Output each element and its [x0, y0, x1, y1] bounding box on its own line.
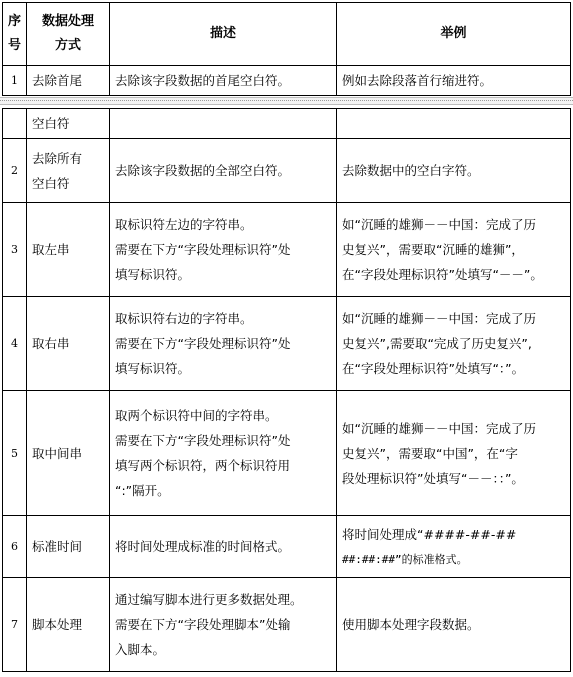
row-number: 7 — [3, 578, 27, 672]
table-row — [3, 109, 571, 139]
table-row — [3, 578, 571, 672]
row-description: 取两个标识符中间的字符串。 需要在下方“字段处理标识符”处 填写两个标识符，两个标识符用 “:”隔开。 — [110, 391, 337, 516]
table-row — [3, 139, 571, 203]
row-method: 取左串 — [27, 203, 110, 297]
row-number: 6 — [3, 516, 27, 578]
row-number: 2 — [3, 139, 27, 203]
data-processing-table-page1 — [2, 2, 571, 96]
row-description: 取标识符右边的字符串。 需要在下方“字段处理标识符”处 填写标识符。 — [110, 297, 337, 391]
row-method: 标准时间 — [27, 516, 110, 578]
row-method: 空白符 — [27, 109, 110, 139]
row-example: 例如去除段落首行缩进符。 — [337, 66, 571, 96]
row-method: 去除首尾 — [27, 66, 110, 96]
header-example: 举例 — [337, 3, 571, 66]
row-description: 将时间处理成标准的时间格式。 — [110, 516, 337, 578]
row-description: 去除该字段数据的首尾空白符。 — [110, 66, 337, 96]
table-row — [3, 297, 571, 391]
table-row — [3, 516, 571, 578]
header-seq: 序 号 — [3, 3, 27, 66]
table-row — [3, 203, 571, 297]
table-row — [3, 66, 571, 96]
row-example: 将时间处理成“####-##-## ##:##:##”的标准格式。 — [337, 516, 571, 578]
page-break-line — [0, 100, 573, 101]
page-break — [0, 97, 573, 105]
row-description: 通过编写脚本进行更多数据处理。 需要在下方“字段处理脚本”处输 入脚本。 — [110, 578, 337, 672]
row-example: 如“沉睡的雄狮－－中国：完成了历 史复兴”,需要取“完成了历史复兴”, 在“字段处理标识符”处填写“：”。 — [337, 297, 571, 391]
row-example — [337, 109, 571, 139]
table-header-row — [3, 3, 571, 66]
row-number: 4 — [3, 297, 27, 391]
row-number: 3 — [3, 203, 27, 297]
row-method: 去除所有 空白符 — [27, 139, 110, 203]
header-method: 数据处理 方式 — [27, 3, 110, 66]
row-example: 去除数据中的空白字符。 — [337, 139, 571, 203]
row-method: 取中间串 — [27, 391, 110, 516]
row-description — [110, 109, 337, 139]
row-number: 1 — [3, 66, 27, 96]
row-example: 如“沉睡的雄狮－－中国：完成了历 史复兴”，需要取“中国”，在“字 段处理标识符”处填写“－－：：”。 — [337, 391, 571, 516]
row-method: 脚本处理 — [27, 578, 110, 672]
row-method: 取右串 — [27, 297, 110, 391]
row-description: 取标识符左边的字符串。 需要在下方“字段处理标识符”处 填写标识符。 — [110, 203, 337, 297]
row-number: 5 — [3, 391, 27, 516]
row-description: 去除该字段数据的全部空白符。 — [110, 139, 337, 203]
data-processing-table-page2 — [2, 108, 571, 672]
row-example: 如“沉睡的雄狮－－中国：完成了历 史复兴”，需要取“沉睡的雄狮”， 在“字段处理标识符”处填写“－－”。 — [337, 203, 571, 297]
row-example: 使用脚本处理字段数据。 — [337, 578, 571, 672]
row-number — [3, 109, 27, 139]
header-description: 描述 — [110, 3, 337, 66]
table-row — [3, 391, 571, 516]
